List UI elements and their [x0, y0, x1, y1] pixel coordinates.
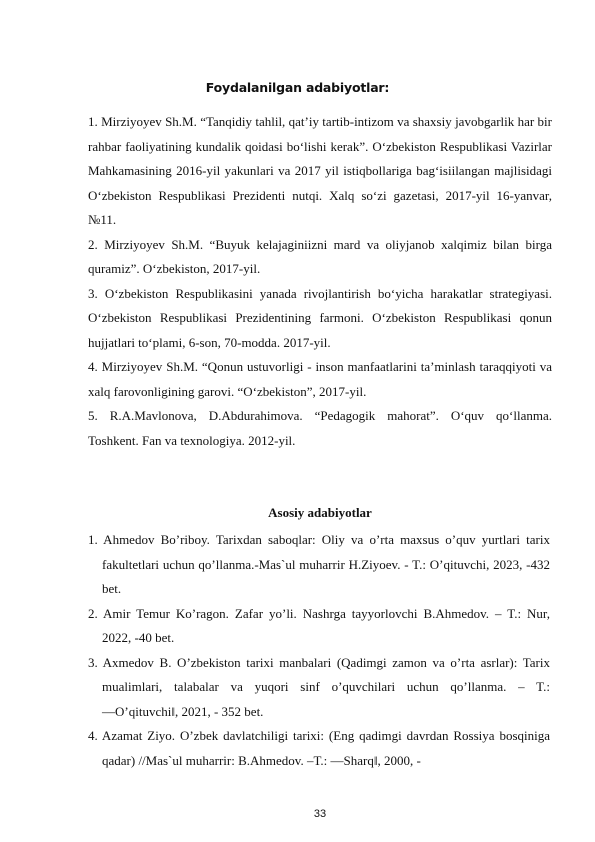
main-sources-list — [88, 528, 550, 773]
references-heading: Foydalanilgan adabiyotlar: — [205, 80, 390, 95]
references-list — [88, 110, 552, 453]
reference-item: 3. O‘zbekiston Respublikasini yanada rivojlantirish bo‘yicha harakatlar strategiyasi. O‘zbekiston Respublikasi Prezidentining farmoni. O‘zbekiston Respublikasi qonun hujjatlari to‘plami, 6-son, 70-modda. 2017-yil. — [88, 285, 552, 350]
source-item: 4. Azamat Ziyo. O’zbek davlatchiligi tarixi: (Eng qadimgi davrdan Rossiya bosqiniga qadar) //Mas`ul muharrir: B.Ahmedov. –T.: ―Sharq‖, 2000, - — [88, 728, 550, 768]
source-item: 2. Amir Temur Ko’ragon. Zafar yo’li. Nashrga tayyorlovchi B.Ahmedov. – T.: Nur, 2022, -40 bet. — [88, 605, 550, 645]
reference-item: 4. Mirziyoyev Sh.M. “Qonun ustuvorligi - inson manfaatlarini ta’minlash taraqqiyoti va xalq farovonligining garovi. “O‘zbekiston”, 2017-yil. — [88, 359, 552, 399]
source-item: 1. Ahmedov Bo’riboy. Tarixdan saboqlar: Oliy va o’rta maxsus o’quv yurtlari tarix fakultetlari uchun qo’llanma.-Mas`ul muharrir H.Ziyoev. - T.: O’qituvchi, 2023, -432 bet. — [88, 532, 550, 596]
reference-item: 5. R.A.Mavlonova, D.Abdurahimova. “Pedagogik mahorat”. O‘quv qo‘llanma. Toshkent. Fan va texnologiya. 2012-yil. — [88, 408, 552, 448]
reference-item: 2. Mirziyoyev Sh.M. “Buyuk kelajaginiizni mard va oliyjanob xalqimiz bilan birga quramiz”. O‘zbekiston, 2017-yil. — [88, 236, 552, 276]
reference-item: 1. Mirziyoyev Sh.M. “Tanqidiy tahlil, qat’iy tartib-intizom va shaxsiy javobgarlik har bir rahbar faoliyatining kundalik qoidasi bo‘lishi kerak”. O‘zbekiston Respublikasi Vazirlar Mahkamasining 2016-yil yakunlari va 2017 yil istiqbollariga bag‘isiilangan majlisidagi O‘zbekiston Respublikasi Prezidenti nutqi. Xalq so‘zi gazetasi, 2017-yil 16-yanvar, №11. — [88, 114, 552, 227]
main-sources-heading: Asosiy adabiyotlar — [268, 505, 372, 520]
page-number: 33 — [313, 808, 327, 820]
source-item: 3. Axmedov B. O’zbekiston tarixi manbalari (Qadimgi zamon va o’rta asrlar): Tarix mualimlari, talabalar va yuqori sinf o’quvchilari uchun qo’llanma. – T.: ―O’qituvchi‖, 2021, - 352 bet. — [88, 654, 550, 719]
